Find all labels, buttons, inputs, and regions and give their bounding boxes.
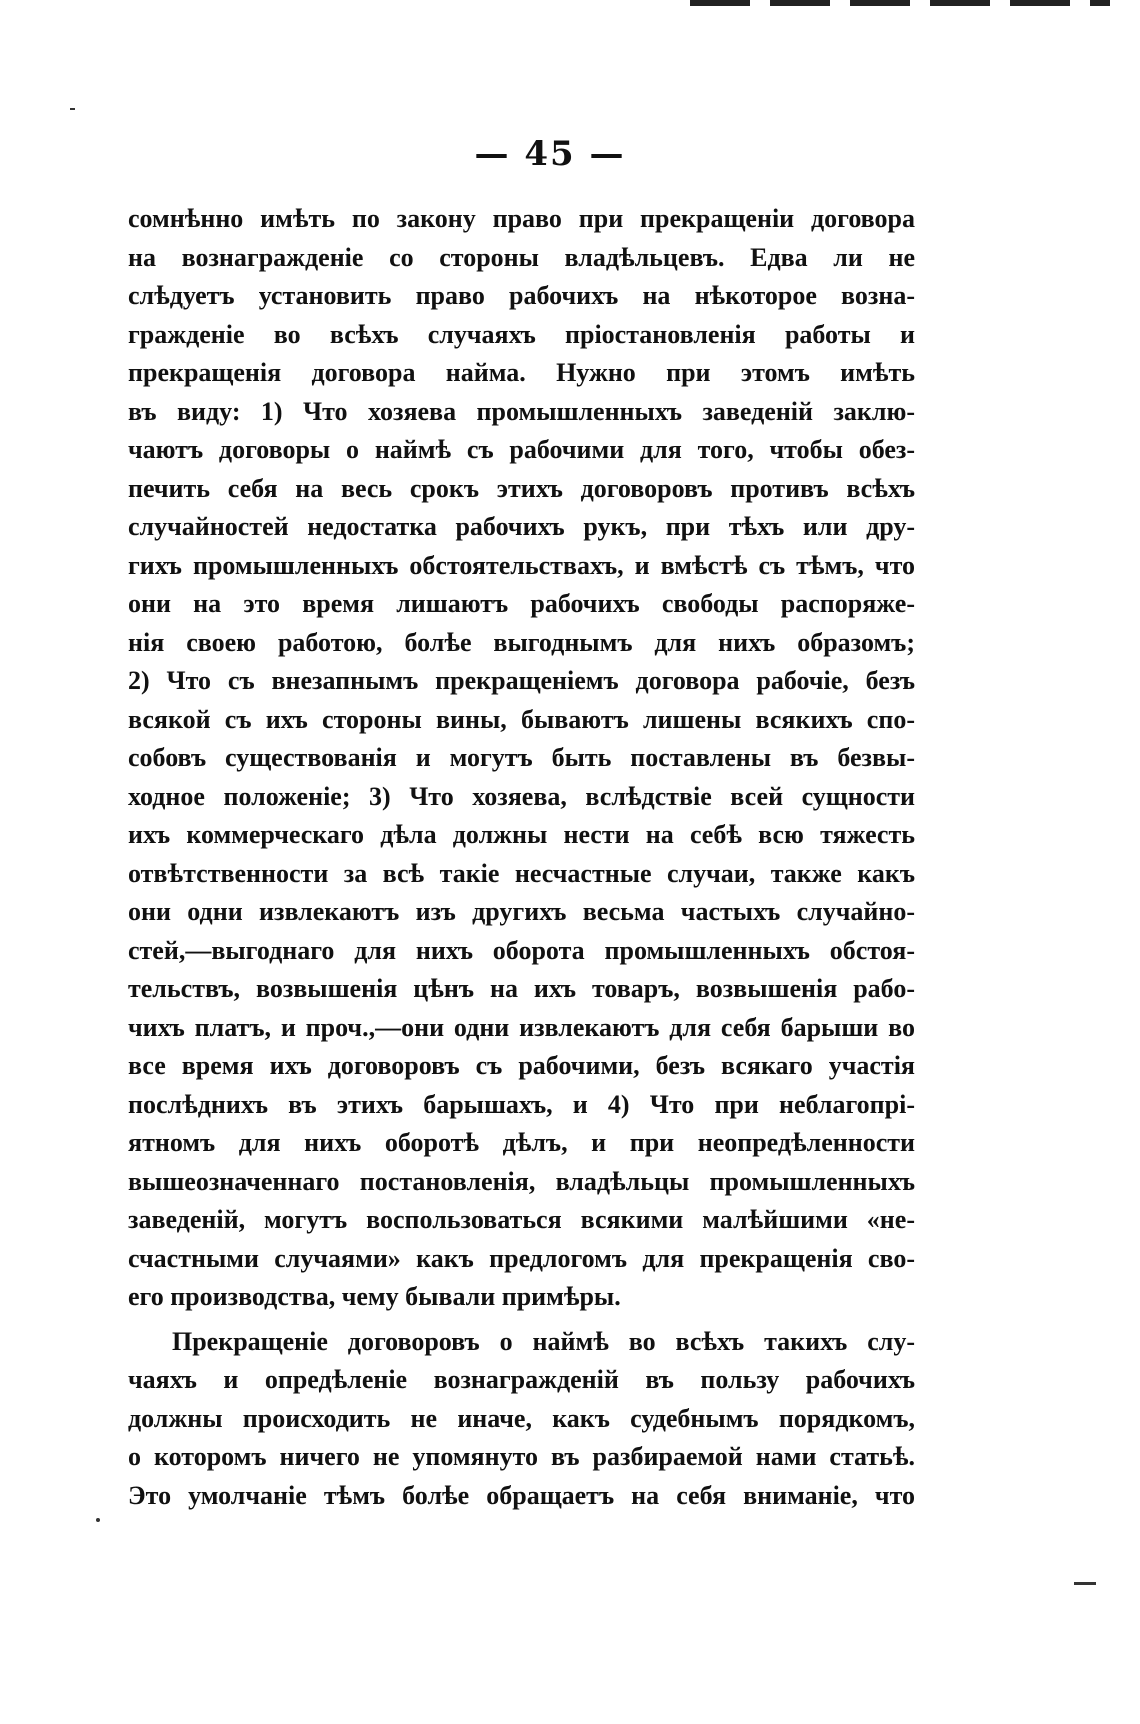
text-line: слѣдуетъ установить право рабочихъ на нѣкоторое возна- [128, 281, 915, 310]
text-line: Это умолчаніе тѣмъ болѣе обращаетъ на себя вниманіе, что [128, 1480, 915, 1510]
text-line: въ виду: 1) Что хозяева промышленныхъ заведеній заклю- [128, 396, 915, 426]
text-line: его производства, чему бывали примѣры. [128, 1282, 621, 1311]
text-line: ятномъ для нихъ оборотѣ дѣлъ, и при неопредѣленности [128, 1128, 915, 1157]
text-line: тельствъ, возвышенія цѣнъ на ихъ товаръ, возвышенія рабо- [128, 974, 915, 1003]
scan-speck [1074, 1582, 1096, 1585]
text-line: чаяхъ и опредѣленіе вознагражденій въ пользу рабочихъ [128, 1365, 915, 1394]
paragraph-2 [128, 1323, 915, 1516]
text-line: счастными случаями» какъ предлогомъ для прекращенія сво- [128, 1243, 915, 1273]
text-line: печить себя на весь срокъ этихъ договоровъ противъ всѣхъ [128, 473, 915, 503]
text-line: 2) Что съ внезапнымъ прекращеніемъ договора рабочіе, безъ [128, 666, 915, 695]
text-line: чихъ платъ, и проч.,—они одни извлекаютъ для себя барыши во [128, 1012, 915, 1042]
paragraph-1 [128, 200, 915, 1317]
text-line: о которомъ ничего не упомянуто въ разбираемой нами статьѣ. [128, 1442, 915, 1471]
text-line: заведеній, могутъ воспользоваться всякими малѣйшими «не- [128, 1205, 915, 1234]
body-text [128, 200, 915, 1515]
text-line: собовъ существованія и могутъ быть поставлены въ безвы- [128, 743, 915, 772]
text-line: на вознагражденіе со стороны владѣльцевъ. Едва ли не [128, 242, 915, 272]
scan-speck [70, 108, 75, 110]
text-line: чаютъ договоры о наймѣ съ рабочими для того, чтобы обез- [128, 435, 915, 464]
text-line: гихъ промышленныхъ обстоятельствахъ, и вмѣстѣ съ тѣмъ, что [128, 550, 915, 580]
text-line: прекращенія договора найма. Нужно при этомъ имѣть [128, 358, 915, 387]
text-line: вышеозначеннаго постановленія, владѣльцы промышленныхъ [128, 1166, 915, 1196]
text-line: отвѣтственности за всѣ такіе несчастные случаи, также какъ [128, 858, 915, 888]
text-line: они одни извлекаютъ изъ другихъ весьма частыхъ случайно- [128, 897, 915, 926]
text-line: сомнѣнно имѣть по закону право при прекращеніи договора [128, 204, 915, 233]
text-line: нія своею работою, болѣе выгоднымъ для нихъ образомъ; [128, 627, 915, 657]
text-line: Прекращеніе договоровъ о наймѣ во всѣхъ такихъ слу- [172, 1326, 915, 1356]
text-line: всякой съ ихъ стороны вины, бываютъ лишены всякихъ спо- [128, 704, 915, 734]
text-line: они на это время лишаютъ рабочихъ свободы распоряже- [128, 589, 915, 618]
text-line: должны происходить не иначе, какъ судебнымъ порядкомъ, [128, 1403, 915, 1433]
text-line: случайностей недостатка рабочихъ рукъ, при тѣхъ или дру- [128, 512, 915, 541]
text-line: послѣднихъ въ этихъ барышахъ, и 4) Что при неблагопрі- [128, 1089, 915, 1119]
text-line: все время ихъ договоровъ съ рабочими, безъ всякаго участія [128, 1051, 915, 1080]
scan-speck [96, 1518, 100, 1522]
top-edge-rule [690, 0, 1110, 6]
text-line: ходное положеніе; 3) Что хозяева, вслѣдствіе всей сущности [128, 781, 915, 811]
page-number: — 45 — [474, 134, 626, 174]
text-line: гражденіе во всѣхъ случаяхъ пріостановленія работы и [128, 319, 915, 349]
text-line: стей,—выгоднаго для нихъ оборота промышленныхъ обстоя- [128, 935, 915, 965]
text-line: ихъ коммерческаго дѣла должны нести на себѣ всю тяжесть [128, 820, 915, 849]
